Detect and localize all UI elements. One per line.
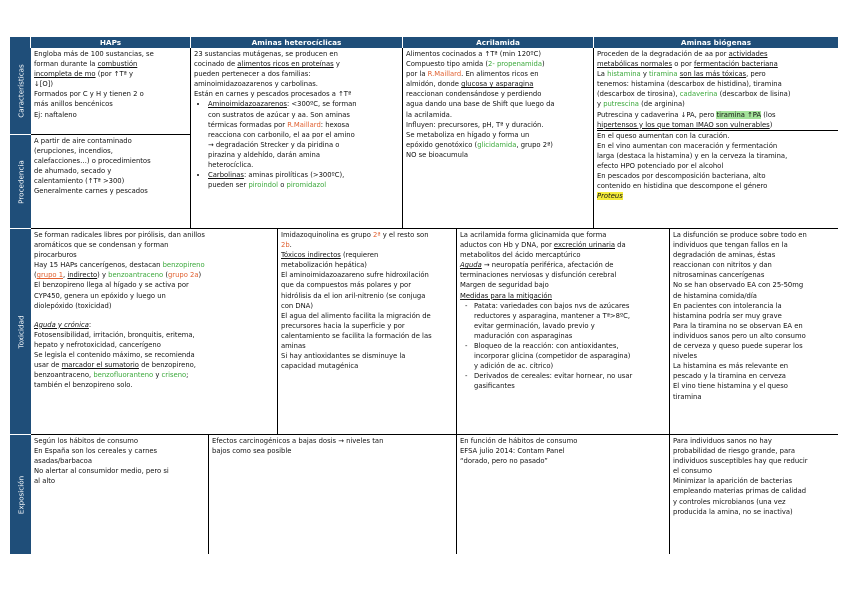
header-aminas-biogenas: Aminas biógenas xyxy=(594,37,838,48)
header-aminas-heterociclicas: Aminas heterocíclicas xyxy=(191,37,403,48)
cell-aminas-heterociclicas-exposicion: Efectos carcinogénicos a bajas dosis → niveles tan bajos como sea posible xyxy=(209,435,457,554)
mitigation-item-cereales: - Derivados de cereales: evitar hornear, no usar gasificantes xyxy=(474,371,666,391)
row-label-caracteristicas: Características xyxy=(10,48,31,135)
bullet-aminoimidazoazarenos: • Aminoimidazoazarenos: <300ºC, se forman con sustratos de azúcar y aa. Son aminas térmicas formadas por R.Maillard: hexosa reacciona con carbonilo, el aa por el amino → degradación Strecker y da piridina o pirazina y aldehído, darán amina heterocíclica. xyxy=(208,99,399,170)
header-haps: HAPs xyxy=(31,37,191,48)
comparison-table xyxy=(10,37,838,554)
bullet-carbolinas: • Carbolinas: aminas pirolíticas (>300ºC), pueden ser piroindol o piromidazol xyxy=(208,170,399,190)
cell-haps-exposicion: Según los hábitos de consumo En España son los cereales y carnes asadas/barbacoa No alertar al consumidor medio, pero si al alto xyxy=(31,435,209,554)
row-label-procedencia: Procedencia xyxy=(10,135,31,229)
mitigation-item-patata: - Patata: variedades con bajos nvs de azúcares reductores y asparagina, mantener a Tª>8ºC, evitar germinación, lavado previo y maduración con asparaginas xyxy=(474,301,666,341)
cell-haps-caracteristicas: Engloba más de 100 sustancias, se forman durante la combustión incompleta de mo (por ↑Tª y ↓[O]) Formados por C y H y tienen 2 o más anillos bencénicos Ej: naftaleno xyxy=(31,48,191,135)
cell-haps-procedencia: A partir de aire contaminado (erupciones, incendios, calefacciones…) o procedimientos de ahumado, secado y calentamiento (↑Tª >300) Generalmente carnes y pescados xyxy=(31,135,191,229)
cell-aminas-biogenas-exposicion: Para individuos sanos no hay probabilidad de riesgo grande, para individuos susceptibles hay que reducir el consumo Minimizar la aparición de bacterias empleando materias primas de calidad y controles microbianos (una vez producida la amina, no se inactiva) xyxy=(673,437,808,516)
cell-aminas-heterociclicas-caracteristicas: 23 sustancias mutágenas, se producen en cocinado de alimentos ricos en proteínas y pueden pertenecer a dos familias: aminoimidazoazarenos y carbolinas. Están en carnes y pescados procesados a ↑Tª • Aminoimidazoazarenos: <300ºC, se forman con sustratos de azúcar y aa. Son aminas térmicas formadas por R.Maillard: hexosa reacciona con carbonilo, el aa por el amino → degradación Strecker y da piridina o pirazina y aldehído, darán amina heterocíclica. • Carbolinas: aminas pirolíticas (>300ºC), pueden ser piroindol o piromidazol xyxy=(191,48,403,229)
cell-acrilamida-exposicion: En función de hábitos de consumo EFSA julio 2014: Contam Panel “dorado, pero no pasado” xyxy=(457,435,670,554)
row-label-toxicidad: Toxicidad xyxy=(10,229,31,435)
cell-acrilamida-caracteristicas: Alimentos cocinados a ↑Tª (min 120ºC) Compuesto tipo amida (2- propenamida) por la R.Maillard. En alimentos ricos en almidón, donde glucosa y asparagina reaccionan condensándose y perdiendo agua dando una base de Shift que luego da la acrilamida. Influyen: precursores, pH, Tª y duración. Se metaboliza en hígado y forma un epóxido genotóxico (glicidamida, grupo 2ª) NO se bioacumula xyxy=(403,48,594,229)
corner-header xyxy=(10,37,31,48)
cell-acrilamida-toxicidad: La acrilamida forma glicinamida que forma aductos con Hb y DNA, por excreción urinaria da metabolitos del ácido mercaptúrico Aguda → neuropatía periférica, afectación de terminaciones nerviosas y disfunción cerebral Margen de seguridad bajo Medidas para la mitigación - Patata: variedades con bajos nvs de azúcares reductores y asparagina, mantener a Tª>8ºC, evitar germinación, lavado previo y maduración con asparaginas - Bloqueo de la reacción: con antioxidantes, incorporar glicina (competidor de asparagina) y adición de ac. cítrico) - Derivados de cereales: evitar hornear, no usar gasificantes xyxy=(457,229,670,435)
header-acrilamida: Acrilamida xyxy=(403,37,594,48)
cell-aminas-heterociclicas-toxicidad: Imidazoquinolina es grupo 2ª y el resto son 2b. Tóxicos indirectos (requieren metabolización hepática) El aminoimidazoazareno sufre hidroxilación que da compuestos más polares y por hidrólisis da el ion aril-nitrenio (se conjuga con DNA) El agua del alimento facilita la migración de precursores hacia la superficie y por calentamiento se facilita la formación de las aminas Si hay antioxidantes se disminuye la capacidad mutagénica xyxy=(278,229,457,435)
cell-haps-toxicidad: Se forman radicales libres por pirólisis, dan anillos aromáticos que se condensan y forman pirocarburos Hay 15 HAPs cancerígenos, destacan benzopireno (grupo 1, indirecto) y benzoantraceno (grupo 2a) El benzopireno llega al hígado y se activa por CYP450, genera un epóxido y luego un diolepóxido (toxicidad) Aguda y crónica: Fotosensibilidad, irritación, bronquitis, eritema, hepato y nefrotoxicidad, cancerígeno Se legisla el contenido máximo, se recomienda usar de marcador el sumatorio de benzopireno, benzoantraceno, benzofluoranteno y criseno; también el benzopireno solo. xyxy=(31,229,278,435)
cell-aminas-biogenas-caracteristicas: Proceden de la degradación de aa por actividades metabólicas normales o por fermentación bacteriana La histamina y tiramina son las más tóxicas, pero tenemos: histamina (descarbox de histidina), tiramina (descarbox de tirosina), cadaverina (descarbox de lisina) y putrescina (de arginina) Putrescina y cadaverina ↓PA, pero tiramina ↑PA (los hipertensos y los que toman IMAO son vulnerables) En el queso aumentan con la curación. En el vino aumentan con maceración y fermentación larga (destaca la histamina) y en la cerveza la tiramina, efecto HPO potenciado por el alcohol En pescados por descomposición bacteriana, alto contenido en histidina que descompone el género Proteus xyxy=(594,48,838,229)
cell-aminas-biogenas-toxicidad: La disfunción se produce sobre todo en individuos que tengan fallos en la degradación de aminas, éstas reaccionan con nitritos y dan nitrosaminas cancerígenas No se han observado EA con 25-50mg de histamina comida/día En pacientes con intolerancia la histamina podría ser muy grave Para la tiramina no se observan EA en individuos sanos pero un alto consumo de cerveza y queso puede superar los niveles La histamina es más relevante en pescado y la tiramina en cerveza El vino tiene histamina y el queso tiramina xyxy=(670,229,838,435)
row-label-exposicion: Exposición xyxy=(10,435,31,554)
mitigation-item-bloqueo: - Bloqueo de la reacción: con antioxidantes, incorporar glicina (competidor de asparagina) y adición de ac. cítrico) xyxy=(474,341,666,371)
